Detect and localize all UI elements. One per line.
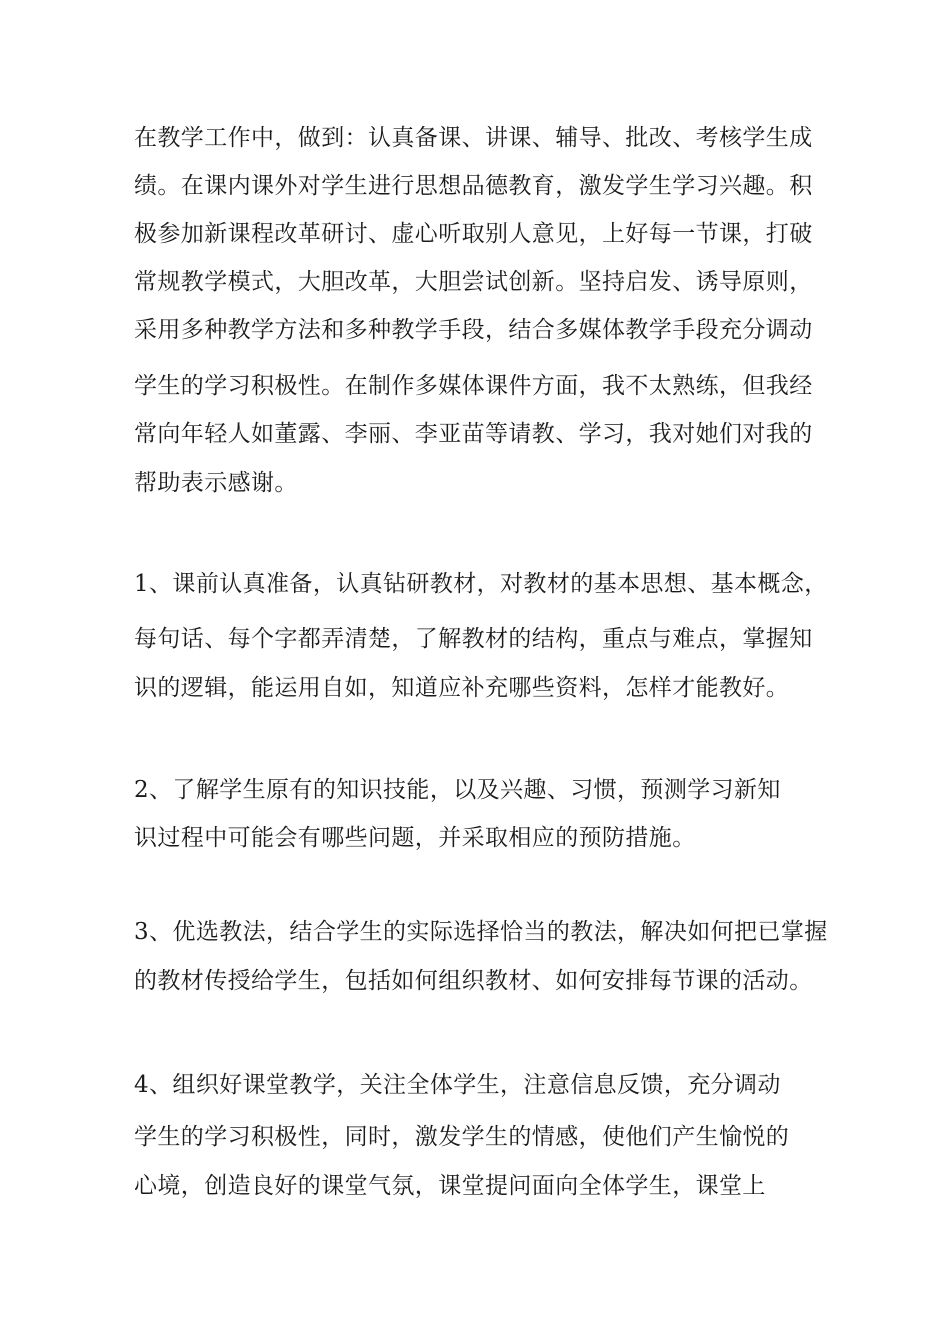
paragraph-5-line-2: 学生的学习积极性，同时，激发学生的情感，使他们产生愉悦的: [134, 1124, 790, 1150]
paragraph-1-line-3: 极参加新课程改革研讨、虚心听取别人意见，上好每一节课，打破: [134, 221, 813, 247]
paragraph-2-line-1: 1、课前认真准备，认真钻研教材，对教材的基本思想、基本概念，: [134, 571, 828, 597]
paragraph-1-line-5: 采用多种教学方法和多种教学手段，结合多媒体教学手段充分调动: [134, 317, 813, 343]
paragraph-2-line-3: 识的逻辑，能运用自如，知道应补充哪些资料，怎样才能教好。: [134, 675, 790, 701]
paragraph-1-line-8: 帮助表示感谢。: [134, 470, 298, 496]
paragraph-1-line-4: 常规教学模式，大胆改革，大胆尝试创新。坚持启发、诱导原则，: [134, 269, 813, 295]
paragraph-1-line-1: 在教学工作中，做到：认真备课、讲课、辅导、批改、考核学生成: [134, 125, 813, 151]
paragraph-1-line-6: 学生的学习积极性。在制作多媒体课件方面，我不太熟练，但我经: [134, 373, 813, 399]
paragraph-2-line-2: 每句话、每个字都弄清楚，了解教材的结构，重点与难点，掌握知: [134, 626, 813, 652]
paragraph-3-line-1: 2、了解学生原有的知识技能，以及兴趣、习惯，预测学习新知: [134, 777, 781, 803]
paragraph-4-line-1: 3、优选教法，结合学生的实际选择恰当的教法，解决如何把已掌握: [134, 919, 828, 945]
paragraph-1-line-2: 绩。在课内课外对学生进行思想品德教育，激发学生学习兴趣。积: [134, 173, 813, 199]
paragraph-4-line-2: 的教材传授给学生，包括如何组织教材、如何安排每节课的活动。: [134, 968, 813, 994]
paragraph-1-line-7: 常向年轻人如董露、李丽、李亚苗等请教、学习，我对她们对我的: [134, 421, 813, 447]
paragraph-5-line-3: 心境，创造良好的课堂气氛，课堂提问面向全体学生，课堂上: [134, 1173, 766, 1199]
paragraph-3-line-2: 识过程中可能会有哪些问题，并采取相应的预防措施。: [134, 825, 696, 851]
paragraph-5-line-1: 4、组织好课堂教学，关注全体学生，注意信息反馈，充分调动: [134, 1072, 781, 1098]
